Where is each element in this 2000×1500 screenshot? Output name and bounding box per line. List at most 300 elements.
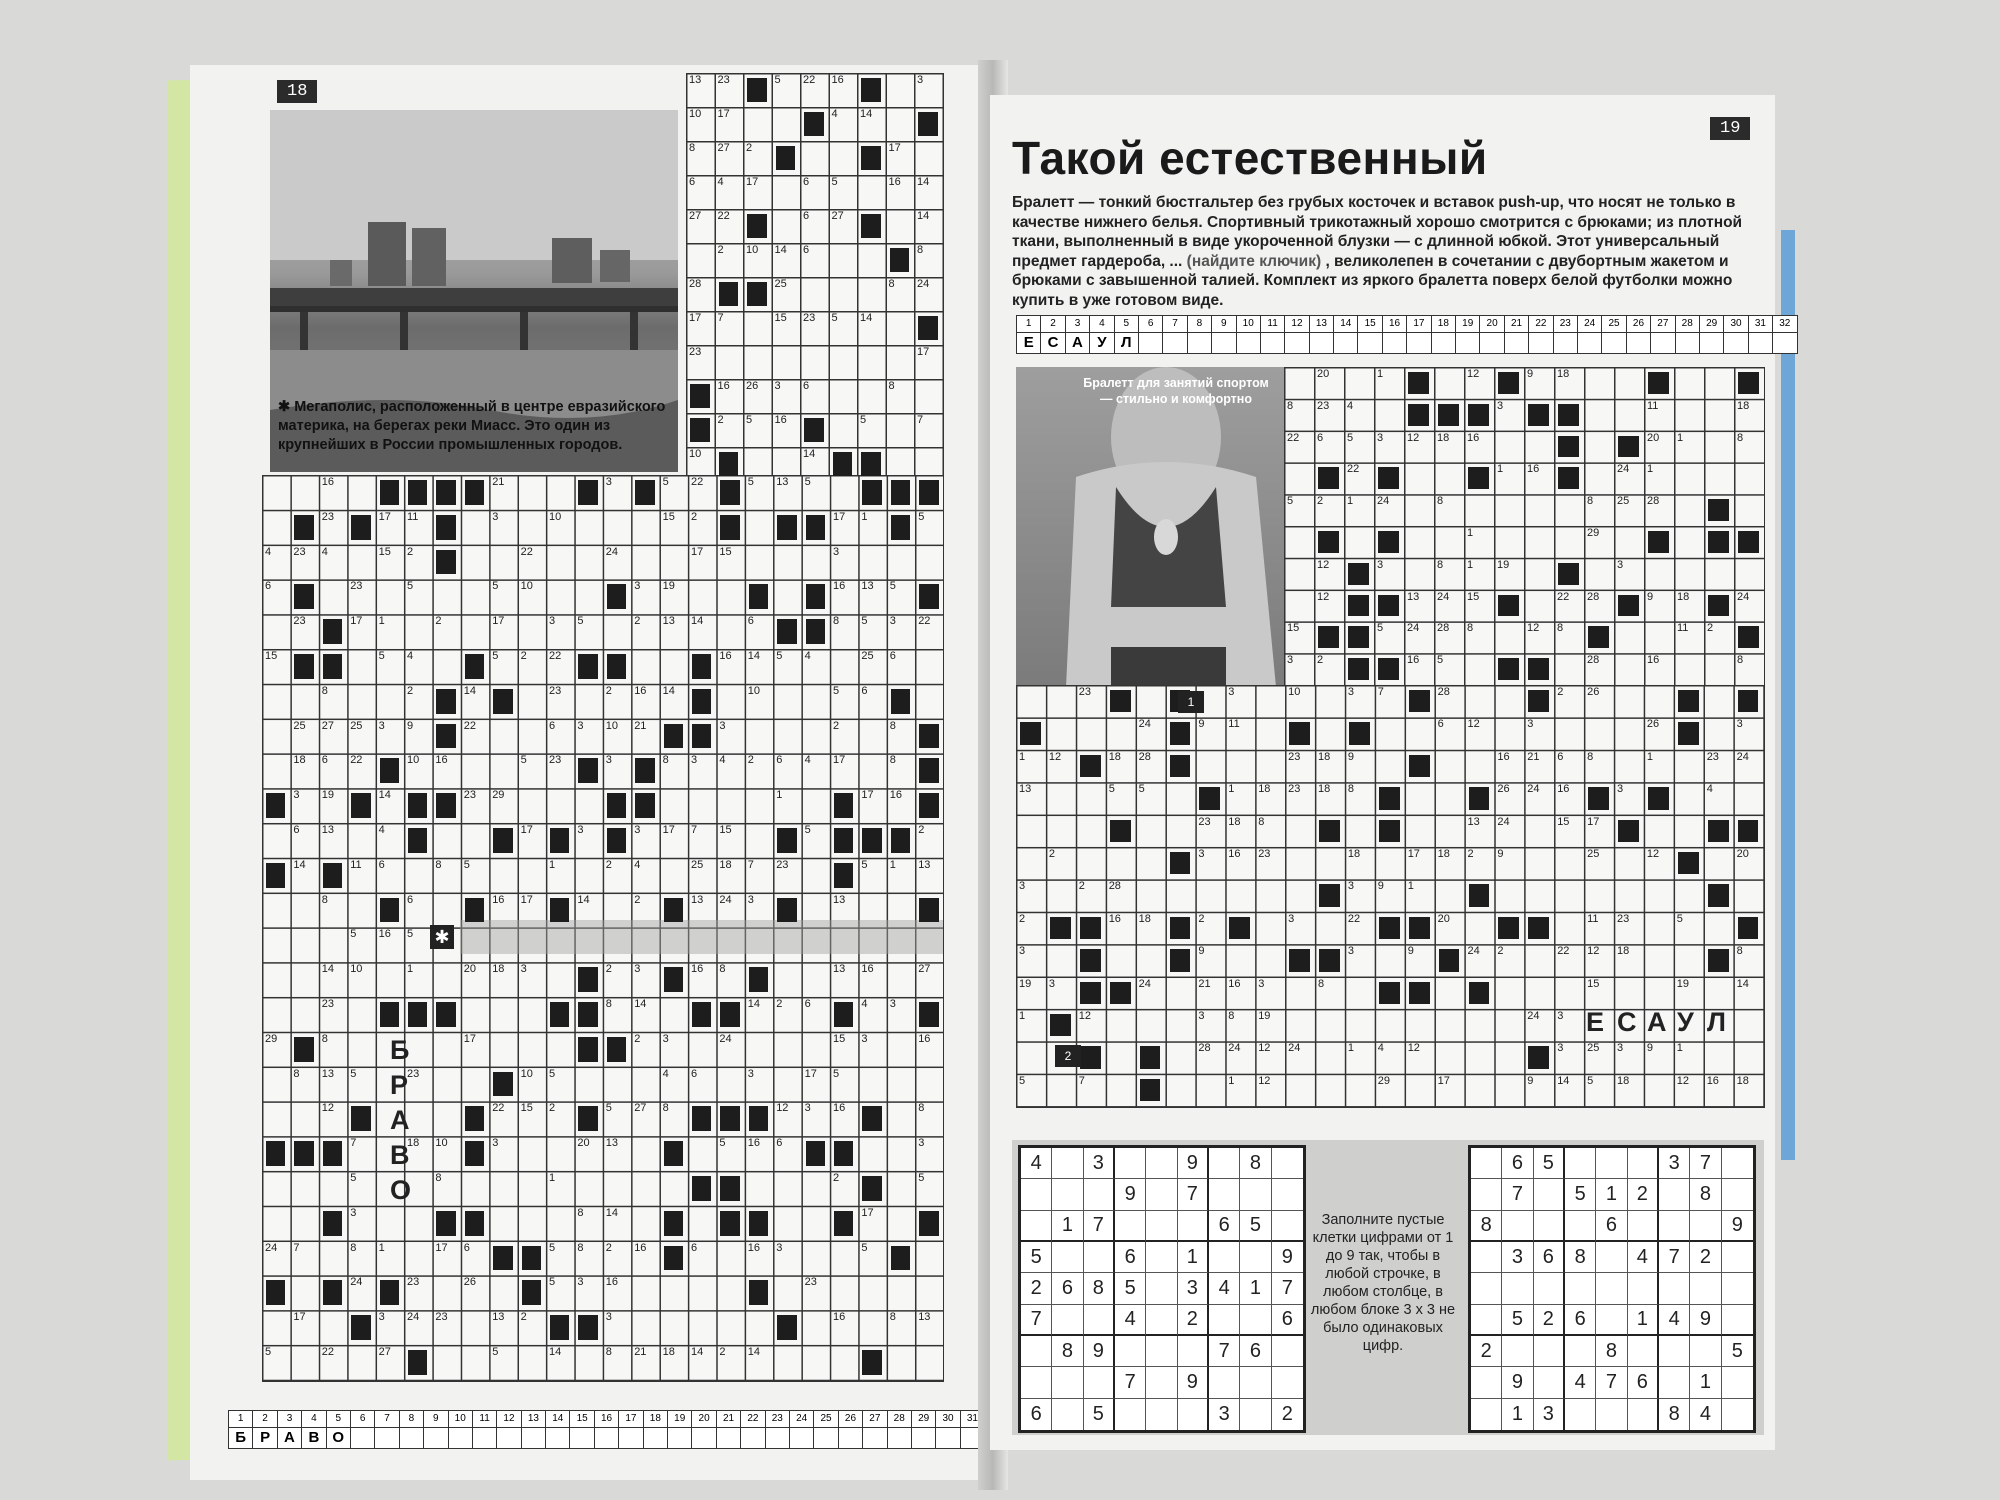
sudoku-cell[interactable] — [1722, 1242, 1753, 1273]
sudoku-cell[interactable]: 3 — [1534, 1399, 1565, 1430]
sudoku-cell[interactable] — [1178, 1399, 1209, 1430]
sudoku-cell[interactable]: 7 — [1596, 1367, 1627, 1398]
sudoku-cell[interactable]: 6 — [1502, 1148, 1533, 1179]
sudoku-cell[interactable]: 9 — [1084, 1336, 1115, 1367]
clue-number: 15 — [378, 545, 391, 558]
sudoku-cell[interactable] — [1021, 1336, 1052, 1367]
black-cell — [380, 898, 399, 923]
clue-number: 13 — [1407, 590, 1420, 603]
sudoku-cell[interactable] — [1084, 1367, 1115, 1398]
clue-number: 12 — [1258, 1042, 1271, 1055]
clue-number: 21 — [634, 1346, 647, 1358]
sudoku-cell[interactable]: 5 — [1534, 1148, 1565, 1179]
sudoku-cell[interactable] — [1209, 1179, 1240, 1210]
sudoku-cell[interactable]: 2 — [1471, 1336, 1502, 1367]
black-cell — [1678, 852, 1699, 874]
sudoku-cell[interactable] — [1052, 1179, 1083, 1210]
sudoku-cell[interactable] — [1596, 1399, 1627, 1430]
right-answer-cell-number: 32 — [1773, 316, 1796, 333]
black-cell — [294, 654, 313, 679]
black-cell — [1618, 595, 1639, 617]
clue-number: 15 — [719, 545, 732, 558]
black-cell — [834, 863, 853, 888]
sudoku-cell[interactable] — [1209, 1305, 1240, 1336]
sudoku-cell[interactable]: 8 — [1596, 1336, 1627, 1367]
left-answer-cell-number: 15 — [570, 1411, 593, 1428]
sudoku-cell[interactable] — [1240, 1399, 1271, 1430]
black-cell — [1170, 852, 1191, 874]
esaul-letter-2: С — [1617, 1007, 1637, 1037]
sudoku-cell[interactable] — [1021, 1367, 1052, 1398]
sudoku-cell[interactable] — [1565, 1399, 1596, 1430]
sudoku-cell[interactable]: 1 — [1502, 1399, 1533, 1430]
sudoku-cell[interactable]: 8 — [1690, 1179, 1721, 1210]
sudoku-cell[interactable] — [1084, 1305, 1115, 1336]
left-answer-cell-number: 29 — [912, 1411, 935, 1428]
sudoku-cell[interactable]: 5 — [1722, 1336, 1753, 1367]
sudoku-cell[interactable]: 1 — [1240, 1273, 1271, 1304]
black-cell — [408, 480, 427, 505]
clue-number: 14 — [605, 1206, 619, 1219]
sudoku-cell[interactable] — [1240, 1367, 1271, 1398]
black-cell — [1229, 917, 1250, 939]
sudoku-cell[interactable]: 5 — [1084, 1399, 1115, 1430]
black-cell — [1020, 722, 1041, 744]
black-cell — [747, 282, 767, 306]
clue-number: 22 — [717, 210, 730, 222]
clue-number: 3 — [520, 963, 527, 976]
clue-number: 5 — [776, 650, 783, 662]
sudoku-cell[interactable] — [1272, 1367, 1303, 1398]
clue-number: 28 — [1587, 590, 1600, 603]
sudoku-cell[interactable] — [1722, 1273, 1753, 1304]
black-cell — [1528, 658, 1549, 680]
black-cell — [1678, 722, 1699, 744]
left-answer-cell-number: 23 — [766, 1411, 789, 1428]
sudoku-cell[interactable] — [1084, 1179, 1115, 1210]
clue-number: 18 — [719, 858, 732, 871]
sudoku-cell[interactable]: 4 — [1690, 1399, 1721, 1430]
left-answer-cell-letter — [570, 1428, 593, 1448]
clue-number: 5 — [918, 510, 925, 523]
sudoku-cell[interactable] — [1021, 1179, 1052, 1210]
sudoku-cell[interactable] — [1471, 1148, 1502, 1179]
sudoku-cell[interactable]: 8 — [1084, 1273, 1115, 1304]
sudoku-cell[interactable]: 2 — [1281, 1402, 1293, 1425]
sudoku-cell[interactable] — [1115, 1148, 1146, 1179]
left-answer-cell-letter — [449, 1428, 472, 1448]
sudoku-cell[interactable] — [1240, 1305, 1271, 1336]
sudoku-cell[interactable]: 2 — [1628, 1179, 1659, 1210]
sudoku-cell[interactable]: 6 — [1240, 1336, 1271, 1367]
clue-number: 20 — [577, 1137, 590, 1150]
clue-number: 3 — [1527, 718, 1534, 731]
sudoku-cell[interactable] — [1052, 1367, 1083, 1398]
left-answer-cell — [741, 1411, 765, 1448]
sudoku-cell[interactable] — [1209, 1148, 1240, 1179]
clue-number: 9 — [1647, 590, 1654, 603]
clue-number: 29 — [1377, 1074, 1391, 1087]
sudoku-cell[interactable]: 6 — [1021, 1399, 1052, 1430]
sudoku-cell[interactable]: 7 — [1272, 1273, 1303, 1304]
sudoku-cell[interactable] — [1628, 1148, 1659, 1179]
sudoku-cell[interactable] — [1146, 1211, 1177, 1242]
sudoku-cell[interactable] — [1502, 1273, 1533, 1304]
sudoku-cell[interactable] — [1502, 1211, 1533, 1242]
sudoku-cell[interactable] — [1565, 1273, 1596, 1304]
clue-number: 6 — [803, 176, 810, 188]
left-answer-cell — [351, 1411, 375, 1448]
sudoku-cell[interactable] — [1146, 1179, 1177, 1210]
sudoku-cell[interactable]: 6 — [1565, 1305, 1596, 1336]
clue-number: 3 — [804, 1102, 811, 1115]
sudoku-cell[interactable]: 6 — [1272, 1305, 1303, 1336]
sudoku-cell[interactable] — [1690, 1336, 1721, 1367]
sudoku-cell[interactable] — [1596, 1305, 1627, 1336]
sudoku-cell[interactable]: 8 — [1659, 1399, 1690, 1430]
black-cell — [1468, 404, 1489, 426]
sudoku-cell[interactable]: 6 — [1534, 1242, 1565, 1273]
black-cell — [1318, 626, 1339, 648]
sudoku-cell[interactable]: 9 — [1115, 1179, 1146, 1210]
sudoku-cell[interactable]: 7 — [1084, 1211, 1115, 1242]
clue-number: 1 — [1467, 527, 1474, 539]
clue-number: 7 — [293, 1241, 300, 1254]
sudoku-cell[interactable] — [1209, 1242, 1240, 1273]
sudoku-cell[interactable]: 1 — [1052, 1211, 1083, 1242]
clue-number: 16 — [1228, 977, 1241, 990]
clue-number: 5 — [577, 615, 584, 628]
sudoku-cell[interactable]: 6 — [1209, 1211, 1240, 1242]
clue-number: 8 — [1736, 945, 1743, 958]
left-answer-cell-number: 11 — [473, 1411, 496, 1428]
sudoku-cell[interactable]: 4 — [1021, 1148, 1052, 1179]
sudoku-cell[interactable] — [1722, 1399, 1753, 1430]
black-cell — [550, 828, 569, 853]
right-answer-cell-letter — [1383, 333, 1406, 353]
black-cell — [436, 793, 455, 818]
sudoku-cell[interactable]: 7 — [1021, 1305, 1052, 1336]
sudoku-cell[interactable] — [1565, 1211, 1596, 1242]
clue-number: 10 — [520, 1067, 533, 1080]
sudoku-cell[interactable] — [1596, 1273, 1627, 1304]
sudoku-cell[interactable]: 1 — [1628, 1305, 1659, 1336]
clue-number: 6 — [1437, 718, 1444, 731]
black-cell — [692, 1106, 711, 1131]
sudoku-cell[interactable] — [1659, 1273, 1690, 1304]
sudoku-cell[interactable]: 4 — [1628, 1242, 1659, 1273]
sudoku-cell[interactable]: 7 — [1659, 1242, 1690, 1273]
sudoku-cell[interactable] — [1596, 1148, 1627, 1179]
clue-number: 1 — [861, 510, 868, 523]
sudoku-cell[interactable] — [1534, 1367, 1565, 1398]
black-cell — [1080, 982, 1101, 1004]
sudoku-cell[interactable]: 3 — [1659, 1148, 1690, 1179]
sudoku-cell[interactable] — [1534, 1179, 1565, 1210]
sudoku-cell[interactable]: 2 — [1178, 1305, 1209, 1336]
clue-number: 18 — [1677, 590, 1690, 603]
sudoku-cell[interactable]: 7 — [1178, 1179, 1209, 1210]
sudoku-cell[interactable] — [1565, 1336, 1596, 1367]
clue-number: 17 — [520, 824, 533, 836]
sudoku-cell[interactable] — [1565, 1148, 1596, 1179]
clue-number: 3 — [492, 510, 499, 523]
clue-number: 5 — [350, 1172, 357, 1184]
clue-number: 3 — [1287, 654, 1294, 667]
black-cell — [1469, 982, 1490, 1004]
sudoku-cell[interactable]: 4 — [1115, 1305, 1146, 1336]
black-cell — [550, 898, 569, 923]
right-answer-cell — [1676, 316, 1700, 353]
clue-number: 7 — [350, 1137, 357, 1150]
sudoku-cell[interactable]: 4 — [1659, 1305, 1690, 1336]
sudoku-cell[interactable]: 8 — [1471, 1211, 1502, 1242]
clue-number: 14 — [577, 893, 590, 906]
clue-number: 18 — [293, 754, 306, 767]
sudoku-cell[interactable] — [1471, 1305, 1502, 1336]
clue-number: 13 — [321, 1067, 335, 1080]
sudoku-cell[interactable]: 6 — [1052, 1273, 1083, 1304]
sudoku-cell[interactable]: 8 — [1565, 1242, 1596, 1273]
sudoku-cell[interactable]: 9 — [1178, 1367, 1209, 1398]
sudoku-cell[interactable] — [1596, 1242, 1627, 1273]
sudoku-cell[interactable] — [1471, 1273, 1502, 1304]
black-cell — [1528, 917, 1549, 939]
sudoku-cell[interactable] — [1240, 1242, 1271, 1273]
clue-number: 3 — [1557, 1010, 1564, 1022]
black-cell — [1708, 820, 1729, 842]
clue-number: 16 — [747, 1241, 761, 1254]
sudoku-cell[interactable] — [1628, 1399, 1659, 1430]
right-answer-cell — [1041, 316, 1065, 353]
clue-number: 3 — [577, 719, 584, 732]
sudoku-cell[interactable]: 6 — [1115, 1242, 1146, 1273]
clue-number: 18 — [407, 1137, 420, 1150]
sudoku-cell[interactable]: 1 — [1596, 1179, 1627, 1210]
sudoku-cell[interactable] — [1628, 1211, 1659, 1242]
clue-number: 16 — [691, 963, 704, 976]
clue-number: 17 — [520, 893, 533, 906]
clue-number: 18 — [1437, 431, 1450, 444]
sudoku-cell[interactable] — [1146, 1148, 1177, 1179]
sudoku-cell[interactable] — [1659, 1211, 1690, 1242]
clue-number: 16 — [747, 1137, 761, 1150]
sudoku-cell[interactable] — [1659, 1367, 1690, 1398]
clue-number: 17 — [861, 1206, 874, 1219]
black-cell — [806, 515, 825, 540]
sudoku-cell[interactable]: 2 — [1690, 1242, 1721, 1273]
clue-number: 3 — [634, 824, 641, 836]
clue-number: 1 — [1347, 495, 1354, 508]
sudoku-cell[interactable]: 6 — [1628, 1367, 1659, 1398]
sudoku-cell[interactable] — [1146, 1242, 1177, 1273]
left-answer-cell-number: 13 — [522, 1411, 545, 1428]
sudoku-cell[interactable] — [1146, 1367, 1177, 1398]
sudoku-cell[interactable] — [1146, 1273, 1177, 1304]
right-answer-cell-letter — [1407, 333, 1430, 353]
clue-number: 17 — [804, 1067, 817, 1080]
sudoku-cell[interactable] — [1146, 1336, 1177, 1367]
black-cell — [1378, 531, 1399, 553]
sudoku-cell[interactable]: 9 — [1722, 1211, 1753, 1242]
sudoku-cell[interactable] — [1052, 1148, 1083, 1179]
right-answer-cell-letter — [1724, 333, 1747, 353]
clue-number: 14 — [860, 312, 873, 324]
sudoku-cell[interactable]: 7 — [1690, 1148, 1721, 1179]
sudoku-cell[interactable]: 3 — [1084, 1148, 1115, 1179]
highlighted-answer-row — [460, 920, 943, 954]
sudoku-cell[interactable] — [1115, 1399, 1146, 1430]
clue-number: 18 — [1318, 783, 1331, 796]
sudoku-cell[interactable]: 4 — [1565, 1367, 1596, 1398]
clue-number: 7 — [1377, 686, 1384, 698]
black-cell — [862, 1350, 881, 1375]
sudoku-cell[interactable] — [1722, 1305, 1753, 1336]
right-answer-cell-number: 31 — [1749, 316, 1772, 333]
sudoku-cell[interactable]: 7 — [1502, 1179, 1533, 1210]
sudoku-cell[interactable]: 4 — [1209, 1273, 1240, 1304]
clue-number: 5 — [1019, 1074, 1026, 1087]
clue-number: 2 — [1467, 848, 1474, 860]
sudoku-cell[interactable]: 5 — [1565, 1179, 1596, 1210]
clue-number: 16 — [774, 414, 787, 426]
sudoku-cell[interactable]: 9 — [1690, 1305, 1721, 1336]
sudoku-cell[interactable]: 1 — [1690, 1367, 1721, 1398]
sudoku-cell[interactable] — [1084, 1242, 1115, 1273]
sudoku-cell[interactable] — [1021, 1211, 1052, 1242]
black-cell — [465, 480, 484, 505]
sudoku-cell[interactable]: 6 — [1596, 1211, 1627, 1242]
sudoku-cell[interactable] — [1178, 1211, 1209, 1242]
sudoku-cell[interactable]: 9 — [1502, 1367, 1533, 1398]
black-cell — [1170, 949, 1191, 971]
black-cell — [1498, 658, 1519, 680]
clue-number: 8 — [605, 998, 612, 1010]
sudoku-cell[interactable]: 9 — [1178, 1148, 1209, 1179]
black-cell — [1319, 884, 1340, 906]
clue-number: 22 — [803, 74, 816, 86]
clue-number: 5 — [1347, 431, 1354, 444]
clue-number: 12 — [1048, 750, 1062, 763]
clue-number: 2 — [918, 824, 925, 836]
left-answer-cell — [375, 1411, 399, 1448]
sudoku-cell[interactable]: 5 — [1240, 1211, 1271, 1242]
right-answer-cell-letter — [1700, 333, 1723, 353]
sudoku-cell[interactable] — [1659, 1336, 1690, 1367]
sudoku-cell[interactable]: 5 — [1502, 1305, 1533, 1336]
clue-number: 17 — [717, 108, 730, 120]
left-answer-cell — [400, 1411, 424, 1448]
sudoku-cell[interactable] — [1502, 1336, 1533, 1367]
sudoku-cell[interactable] — [1272, 1211, 1303, 1242]
sudoku-cell[interactable]: 8 — [1240, 1148, 1271, 1179]
sudoku-cell[interactable] — [1272, 1336, 1303, 1367]
sudoku-cell[interactable]: 8 — [1052, 1336, 1083, 1367]
clue-number: 18 — [1228, 815, 1241, 828]
sudoku-cell[interactable]: 3 — [1209, 1399, 1240, 1430]
black-cell — [522, 1246, 541, 1271]
clue-number: 23 — [350, 580, 363, 593]
black-cell — [550, 1002, 569, 1027]
sudoku-cell[interactable] — [1052, 1399, 1083, 1430]
clue-number: 5 — [1676, 912, 1683, 925]
sudoku-cell[interactable] — [1209, 1367, 1240, 1398]
clue-number: 21 — [634, 719, 647, 732]
black-cell — [1648, 531, 1669, 553]
sudoku-cell[interactable]: 5 — [1021, 1242, 1052, 1273]
sudoku-cell[interactable]: 3 — [1178, 1273, 1209, 1304]
sudoku-cell[interactable] — [1115, 1336, 1146, 1367]
left-answer-cell — [424, 1411, 448, 1448]
sudoku-cell[interactable] — [1115, 1211, 1146, 1242]
sudoku-cell[interactable] — [1690, 1273, 1721, 1304]
clue-number: 23 — [407, 1276, 420, 1289]
black-cell — [1318, 467, 1339, 489]
sudoku-cell[interactable] — [1722, 1367, 1753, 1398]
sudoku-cell[interactable]: 9 — [1272, 1242, 1303, 1273]
clue-number: 3 — [1019, 945, 1026, 958]
sudoku-cell[interactable] — [1146, 1305, 1177, 1336]
sudoku-cell[interactable] — [1659, 1179, 1690, 1210]
sudoku-cell[interactable] — [1052, 1242, 1083, 1273]
black-cell — [1319, 820, 1340, 842]
sudoku-cell[interactable]: 5 — [1115, 1273, 1146, 1304]
sudoku-cell[interactable]: 2 — [1534, 1305, 1565, 1336]
left-answer-cell-number: 5 — [327, 1411, 350, 1428]
sudoku-cell[interactable] — [1628, 1273, 1659, 1304]
right-answer-cell-number: 15 — [1358, 316, 1381, 333]
sudoku-cell[interactable] — [1471, 1179, 1502, 1210]
black-cell — [266, 1280, 285, 1305]
sudoku-cell[interactable] — [1178, 1336, 1209, 1367]
sudoku-cell[interactable] — [1722, 1148, 1753, 1179]
sudoku-cell[interactable] — [1471, 1242, 1502, 1273]
left-answer-cell-letter — [473, 1428, 496, 1448]
sudoku-cell[interactable] — [1471, 1367, 1502, 1398]
sudoku-cell[interactable] — [1534, 1211, 1565, 1242]
sudoku-cell[interactable] — [1471, 1399, 1502, 1430]
clue-number: 1 — [549, 1172, 556, 1184]
clue-number: 14 — [321, 963, 335, 976]
clue-number: 8 — [1737, 654, 1744, 667]
clue-number: 6 — [293, 824, 300, 836]
bravo-letter-5: О — [390, 1175, 412, 1205]
sudoku-cell[interactable]: 2 — [1021, 1273, 1052, 1304]
sudoku-cell[interactable] — [1052, 1305, 1083, 1336]
sudoku-cell[interactable] — [1146, 1399, 1177, 1430]
sudoku-cell[interactable] — [1240, 1179, 1271, 1210]
clue-number: 19 — [1019, 977, 1032, 990]
black-cell — [323, 863, 342, 888]
sudoku-cell[interactable]: 3 — [1502, 1242, 1533, 1273]
sudoku-cell[interactable]: 7 — [1209, 1336, 1240, 1367]
right-answer-cell — [1115, 316, 1139, 353]
sudoku-cell[interactable] — [1722, 1179, 1753, 1210]
sudoku-cell[interactable] — [1534, 1273, 1565, 1304]
black-cell — [1558, 436, 1579, 458]
sudoku-cell[interactable] — [1628, 1336, 1659, 1367]
black-cell — [749, 584, 768, 609]
sudoku-cell[interactable]: 7 — [1115, 1367, 1146, 1398]
sudoku-cell[interactable] — [1690, 1211, 1721, 1242]
black-cell — [1409, 690, 1430, 712]
black-cell — [749, 1211, 768, 1236]
sudoku-cell[interactable] — [1272, 1148, 1303, 1179]
clue-number: 24 — [265, 1241, 278, 1254]
sudoku-cell[interactable] — [1534, 1336, 1565, 1367]
sudoku-cell[interactable]: 1 — [1178, 1242, 1209, 1273]
sudoku-cell[interactable] — [1272, 1179, 1303, 1210]
